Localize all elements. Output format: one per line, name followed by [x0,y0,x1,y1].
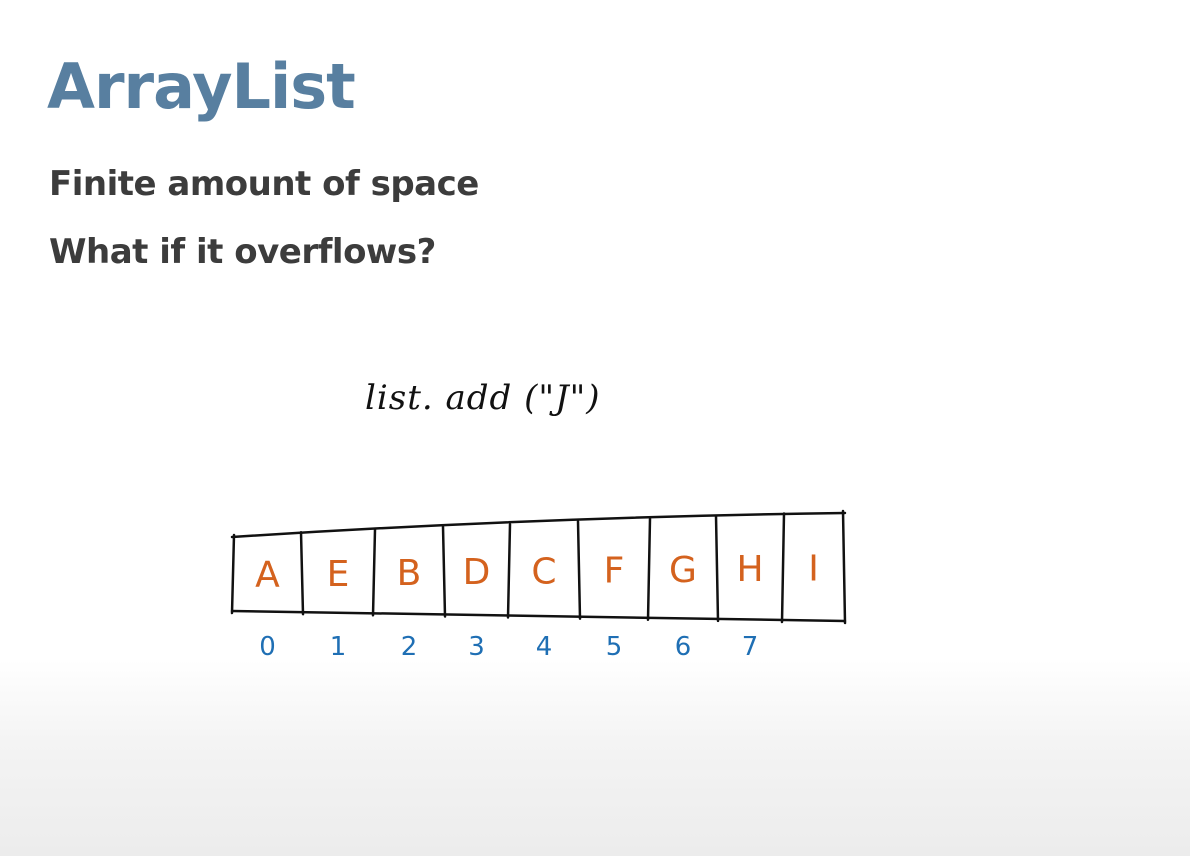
array-right-edge [843,511,845,623]
array-cell-letter: H [736,549,764,591]
slide-title: ArrayList [47,50,355,123]
array-cell-letter: A [255,554,280,596]
array-cell-letter: C [531,551,557,593]
array-cell-letter: D [462,552,491,594]
array-cell-divider [373,529,375,615]
array-cell-letters [255,548,819,595]
array-bottom-edge [232,611,845,621]
array-index-label: 7 [741,632,759,662]
array-cell-letter: F [603,550,625,592]
array-cell-divider [443,527,445,617]
array-cell-letter: B [396,552,422,594]
array-cell-divider [301,532,303,614]
array-index-label: 5 [605,632,623,662]
array-index-label: 4 [535,632,553,662]
bullet-overflow-question: What if it overflows? [49,232,436,272]
array-cell-divider [648,519,650,620]
array-cell-letter: G [669,549,697,591]
array-cell-letter: E [326,553,350,595]
array-index-label: 1 [329,632,347,662]
array-index-label: 0 [259,632,276,662]
array-cell-divider [716,516,718,621]
handwritten-code-note: list. add ("J") [365,378,601,418]
array-index-labels [259,632,758,662]
array-left-edge [232,535,234,613]
array-cell-divider [578,521,580,618]
bullet-finite-space: Finite amount of space [49,164,479,204]
array-cell-divider [508,524,510,617]
array-index-label: 2 [400,632,418,662]
array-cell-letter: I [808,548,819,590]
array-cell-divider [782,513,784,622]
array-index-label: 3 [468,632,485,662]
array-index-label: 6 [674,632,692,662]
array-top-edge [232,513,845,537]
